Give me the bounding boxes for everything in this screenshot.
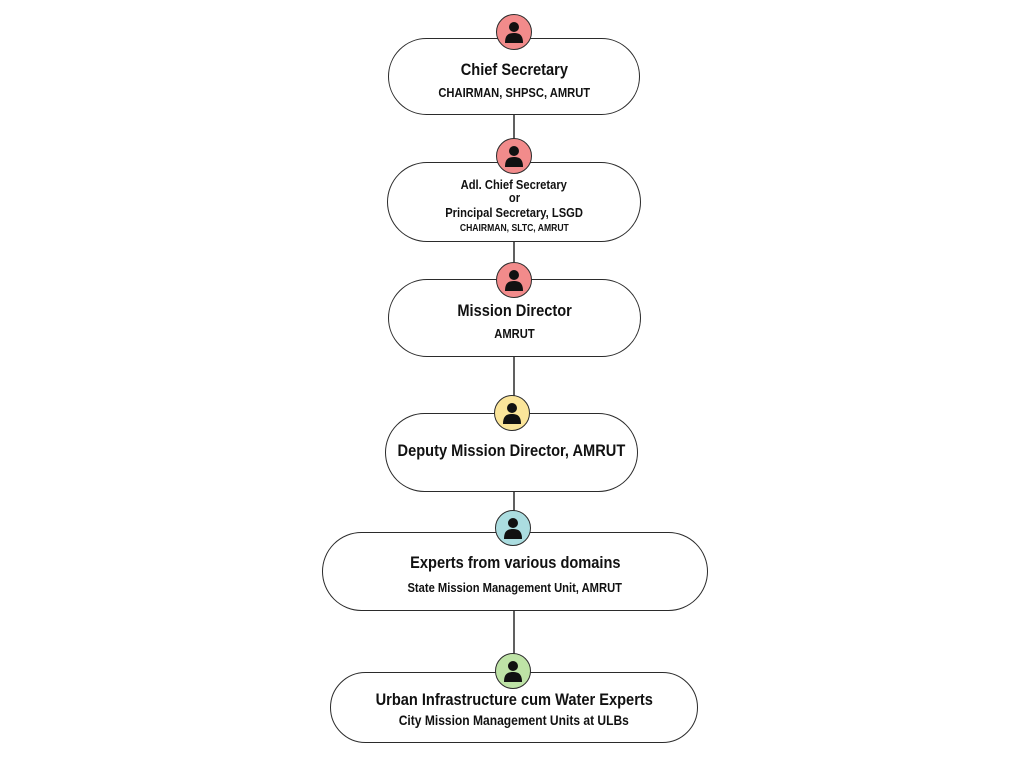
person-icon <box>496 262 532 298</box>
person-icon <box>495 653 531 689</box>
node-line: Adl. Chief Secretary <box>460 177 568 192</box>
node-subtitle: AMRUT <box>494 326 535 341</box>
person-icon <box>496 14 532 50</box>
node-title: Experts from various domains <box>409 552 621 572</box>
person-icon <box>494 395 530 431</box>
person-icon <box>496 138 532 174</box>
node-title: Mission Director <box>457 301 572 320</box>
node-title: Deputy Mission Director, AMRUT <box>397 441 626 460</box>
node-note: CHAIRMAN, SLTC, AMRUT <box>459 223 569 234</box>
node-subtitle: State Mission Management Unit, AMRUT <box>407 579 623 595</box>
node-subtitle: City Mission Management Units at ULBs <box>398 711 630 728</box>
person-icon <box>495 510 531 546</box>
node-title: Chief Secretary <box>460 59 568 79</box>
node-line: or <box>508 190 520 205</box>
node-line: Principal Secretary, LSGD <box>445 205 583 220</box>
node-title: Urban Infrastructure cum Water Experts <box>375 689 653 709</box>
node-subtitle: CHAIRMAN, SHPSC, AMRUT <box>438 84 590 100</box>
node-adl-chief-secretary <box>387 162 641 242</box>
